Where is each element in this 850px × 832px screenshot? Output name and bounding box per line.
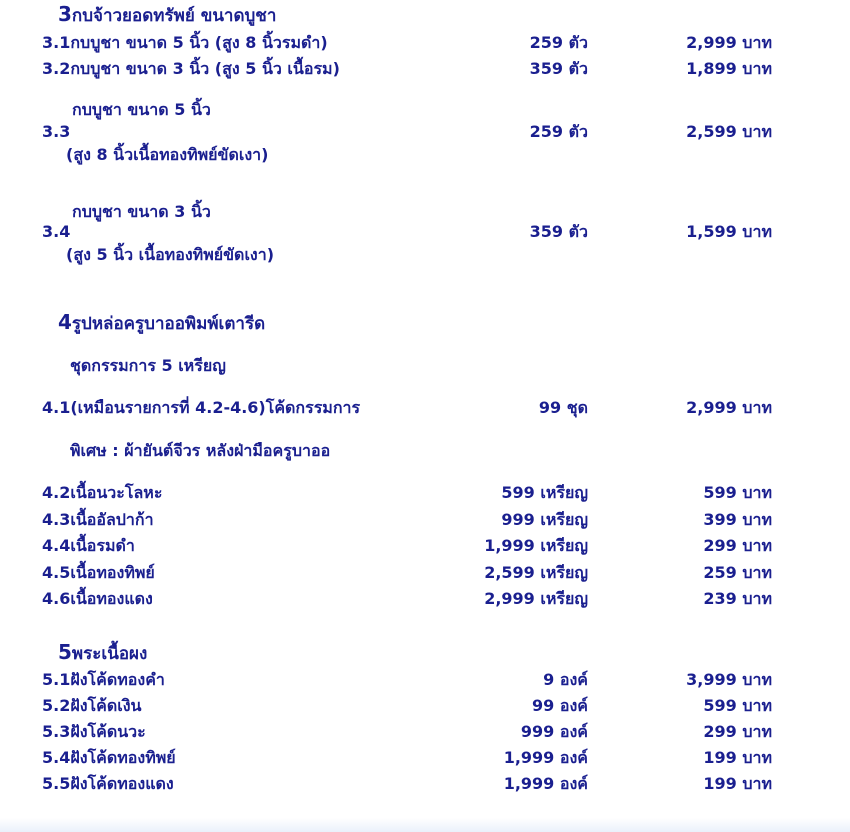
item-5-4-label: 5.4ฝังโค้ดทองทิพย์ — [42, 748, 176, 767]
item-3-4-line2: (สูง 5 นิ้ว เนื้อทองทิพย์ขัดเงา) — [66, 245, 275, 264]
item-3-3-line1: กบบูชา ขนาด 5 นิ้ว — [72, 100, 211, 119]
item-5-2-qty: 99 องค์ — [532, 696, 588, 715]
item-5-5-label: 5.5ฝังโค้ดทองแดง — [42, 774, 174, 793]
section-5-title — [58, 642, 147, 664]
item-4-4-label: 4.4เนื้อรมดำ — [42, 536, 135, 555]
item-3-1-price: 2,999 บาท — [686, 33, 772, 52]
bottom-edge-fade — [0, 818, 850, 832]
item-5-3-label: 5.3ฝังโค้ดนวะ — [42, 722, 146, 741]
item-4-1-price: 2,999 บาท — [686, 398, 772, 417]
section-4-title-text: รูปหล่อครูบาออพิมพ์เตารีด — [71, 314, 266, 334]
item-3-3-line2: (สูง 8 นิ้วเนื้อทองทิพย์ขัดเงา) — [66, 145, 269, 164]
item-3-1-qty: 259 ตัว — [529, 33, 588, 52]
item-4-6-qty: 2,999 เหรียญ — [484, 589, 588, 608]
section-3-number: 3 — [58, 2, 72, 26]
item-4-4-price: 299 บาท — [703, 536, 772, 555]
item-4-5-label: 4.5เนื้อทองทิพย์ — [42, 563, 155, 582]
section-3-title-text: กบจ้าวยอดทรัพย์ ขนาดบูชา — [71, 6, 277, 26]
item-5-3-price: 299 บาท — [703, 722, 772, 741]
section-4-special-note: พิเศษ : ผ้ายันต์จีวร หลังฝ่ามือครูบาออ — [70, 441, 331, 460]
item-5-3-qty: 999 องค์ — [520, 722, 588, 741]
item-4-3-label: 4.3เนื้ออัลปาก้า — [42, 510, 154, 529]
item-3-1-label: 3.1กบบูชา ขนาด 5 นิ้ว (สูง 8 นิ้วรมดำ) — [42, 33, 328, 52]
item-5-5-price: 199 บาท — [703, 774, 772, 793]
item-5-2-label: 5.2ฝังโค้ดเงิน — [42, 696, 142, 715]
item-4-6-label: 4.6เนื้อทองแดง — [42, 589, 153, 608]
section-3-title — [58, 4, 276, 26]
section-5-number: 5 — [58, 640, 72, 664]
item-5-4-qty: 1,999 องค์ — [503, 748, 588, 767]
item-3-4-code: 3.4 — [42, 222, 71, 241]
item-4-3-price: 399 บาท — [703, 510, 772, 529]
section-4-number: 4 — [58, 310, 72, 334]
item-3-2-qty: 359 ตัว — [529, 59, 588, 78]
item-5-1-label: 5.1ฝังโค้ดทองคำ — [42, 670, 165, 689]
item-4-3-qty: 999 เหรียญ — [501, 510, 588, 529]
item-3-4-qty: 359 ตัว — [529, 222, 588, 241]
item-4-2-price: 599 บาท — [703, 483, 772, 502]
section-4-subtitle: ชุดกรรมการ 5 เหรียญ — [70, 356, 226, 375]
item-3-4-price: 1,599 บาท — [686, 222, 772, 241]
item-5-1-price: 3,999 บาท — [686, 670, 772, 689]
item-4-2-label: 4.2เนื้อนวะโลหะ — [42, 483, 163, 502]
item-4-4-qty: 1,999 เหรียญ — [484, 536, 588, 555]
item-3-3-qty: 259 ตัว — [529, 122, 588, 141]
item-5-4-price: 199 บาท — [703, 748, 772, 767]
item-4-5-qty: 2,599 เหรียญ — [484, 563, 588, 582]
item-4-1-label: 4.1(เหมือนรายการที่ 4.2-4.6)โค้ดกรรมการ — [42, 398, 361, 417]
item-4-2-qty: 599 เหรียญ — [501, 483, 588, 502]
section-5-title-text: พระเนื้อผง — [71, 644, 148, 664]
item-5-1-qty: 9 องค์ — [543, 670, 588, 689]
item-3-2-label: 3.2กบบูชา ขนาด 3 นิ้ว (สูง 5 นิ้ว เนื้อรม) — [42, 59, 340, 78]
item-3-2-price: 1,899 บาท — [686, 59, 772, 78]
item-3-3-price: 2,599 บาท — [686, 122, 772, 141]
item-4-1-qty: 99 ชุด — [538, 398, 588, 417]
item-5-2-price: 599 บาท — [703, 696, 772, 715]
item-3-3-code: 3.3 — [42, 122, 71, 141]
section-4-title — [58, 312, 265, 334]
item-5-5-qty: 1,999 องค์ — [503, 774, 588, 793]
item-4-6-price: 239 บาท — [703, 589, 772, 608]
item-4-5-price: 259 บาท — [703, 563, 772, 582]
item-3-4-line1: กบบูชา ขนาด 3 นิ้ว — [72, 202, 211, 221]
